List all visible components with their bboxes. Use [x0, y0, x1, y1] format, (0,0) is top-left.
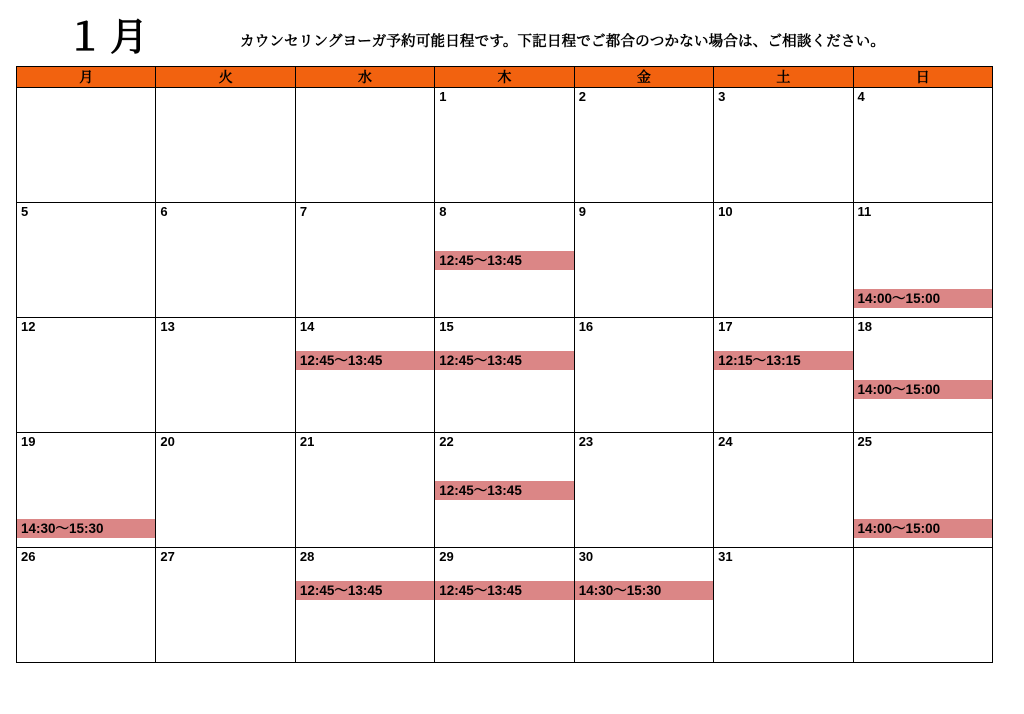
calendar-week-row — [17, 433, 993, 548]
page-header — [0, 0, 1024, 66]
availability-slot[interactable]: 14:00〜15:00 — [854, 519, 992, 538]
calendar-day-cell[interactable] — [17, 433, 156, 548]
day-number: 19 — [21, 434, 36, 449]
calendar-day-cell[interactable] — [853, 318, 992, 433]
day-number: 26 — [21, 549, 36, 564]
day-number: 16 — [578, 319, 594, 334]
calendar-day-cell[interactable] — [295, 548, 434, 663]
day-number: 14 — [299, 319, 315, 334]
weekday-header-mon: 月 — [17, 67, 156, 88]
calendar-day-cell[interactable] — [714, 203, 853, 318]
day-number: 29 — [439, 549, 454, 564]
calendar-week-row — [17, 548, 993, 663]
calendar-day-cell[interactable] — [435, 548, 574, 663]
calendar-week-row — [17, 88, 993, 203]
availability-slot[interactable]: 14:30〜15:30 — [575, 581, 713, 600]
calendar-day-cell[interactable] — [853, 548, 992, 663]
calendar-header-row — [17, 67, 993, 88]
calendar-day-cell[interactable] — [435, 203, 574, 318]
availability-slot[interactable]: 12:45〜13:45 — [435, 581, 573, 600]
day-number: 11 — [857, 204, 872, 219]
calendar-day-cell[interactable] — [156, 548, 295, 663]
availability-slot[interactable]: 12:45〜13:45 — [435, 251, 573, 270]
calendar-day-cell[interactable] — [295, 318, 434, 433]
calendar-day-cell[interactable] — [435, 88, 574, 203]
calendar-body — [17, 88, 993, 663]
calendar-day-cell[interactable] — [574, 548, 713, 663]
day-number: 12 — [21, 319, 36, 334]
day-number: 4 — [857, 89, 865, 104]
day-number: 25 — [857, 434, 872, 449]
calendar-day-cell[interactable] — [574, 88, 713, 203]
weekday-header-fri: 金 — [574, 67, 713, 88]
calendar-day-cell[interactable] — [435, 433, 574, 548]
day-number: 9 — [578, 204, 586, 219]
header-note: カウンセリングヨーガ予約可能日程です。下記日程でご都合のつかない場合は、ご相談ください。 — [240, 34, 886, 50]
calendar-day-cell[interactable] — [295, 433, 434, 548]
day-number: 2 — [578, 89, 586, 104]
day-number: 21 — [299, 434, 315, 449]
calendar-day-cell[interactable] — [714, 88, 853, 203]
calendar-day-cell[interactable] — [574, 203, 713, 318]
calendar-day-cell[interactable] — [574, 318, 713, 433]
day-number: 17 — [718, 319, 733, 334]
day-number: 3 — [718, 89, 726, 104]
availability-slot[interactable]: 12:45〜13:45 — [296, 351, 434, 370]
day-number: 5 — [21, 204, 29, 219]
calendar-day-cell[interactable] — [156, 318, 295, 433]
weekday-header-sat: 土 — [714, 67, 853, 88]
calendar-day-cell[interactable] — [853, 203, 992, 318]
calendar-table — [16, 66, 993, 663]
calendar-day-cell[interactable] — [295, 203, 434, 318]
day-number: 18 — [857, 319, 872, 334]
weekday-header-tue: 火 — [156, 67, 295, 88]
day-number: 22 — [439, 434, 454, 449]
calendar-week-row — [17, 318, 993, 433]
calendar-day-cell[interactable] — [17, 88, 156, 203]
calendar-week-row — [17, 203, 993, 318]
weekday-header-thu: 木 — [435, 67, 574, 88]
day-number: 13 — [160, 319, 175, 334]
day-number: 1 — [439, 89, 447, 104]
day-number: 30 — [578, 549, 594, 564]
calendar-day-cell[interactable] — [17, 203, 156, 318]
availability-slot[interactable]: 12:15〜13:15 — [714, 351, 852, 370]
calendar-day-cell[interactable] — [714, 318, 853, 433]
day-number: 10 — [718, 204, 733, 219]
calendar-day-cell[interactable] — [574, 433, 713, 548]
calendar-day-cell[interactable] — [156, 433, 295, 548]
calendar-day-cell[interactable] — [714, 433, 853, 548]
day-number: 6 — [160, 204, 168, 219]
calendar-day-cell[interactable] — [17, 318, 156, 433]
day-number: 8 — [439, 204, 447, 219]
calendar-day-cell[interactable] — [17, 548, 156, 663]
calendar-day-cell[interactable] — [853, 88, 992, 203]
calendar-day-cell[interactable] — [853, 433, 992, 548]
calendar-day-cell[interactable] — [156, 88, 295, 203]
day-number: 7 — [299, 204, 308, 219]
weekday-header-wed: 水 — [295, 67, 434, 88]
availability-slot[interactable]: 14:00〜15:00 — [854, 289, 992, 308]
calendar-day-cell[interactable] — [435, 318, 574, 433]
weekday-header-sun: 日 — [853, 67, 992, 88]
calendar-day-cell[interactable] — [295, 88, 434, 203]
day-number: 23 — [578, 434, 594, 449]
calendar-day-cell[interactable] — [714, 548, 853, 663]
day-number: 15 — [439, 319, 454, 334]
day-number: 20 — [160, 434, 175, 449]
page-title: １月 — [66, 17, 155, 59]
day-number: 27 — [160, 549, 175, 564]
availability-slot[interactable]: 14:00〜15:00 — [854, 380, 992, 399]
availability-slot[interactable]: 12:45〜13:45 — [435, 481, 573, 500]
availability-slot[interactable]: 12:45〜13:45 — [296, 581, 434, 600]
day-number: 28 — [299, 549, 315, 564]
day-number: 24 — [718, 434, 733, 449]
day-number: 31 — [718, 549, 733, 564]
calendar-day-cell[interactable] — [156, 203, 295, 318]
availability-slot[interactable]: 14:30〜15:30 — [17, 519, 155, 538]
availability-slot[interactable]: 12:45〜13:45 — [435, 351, 573, 370]
